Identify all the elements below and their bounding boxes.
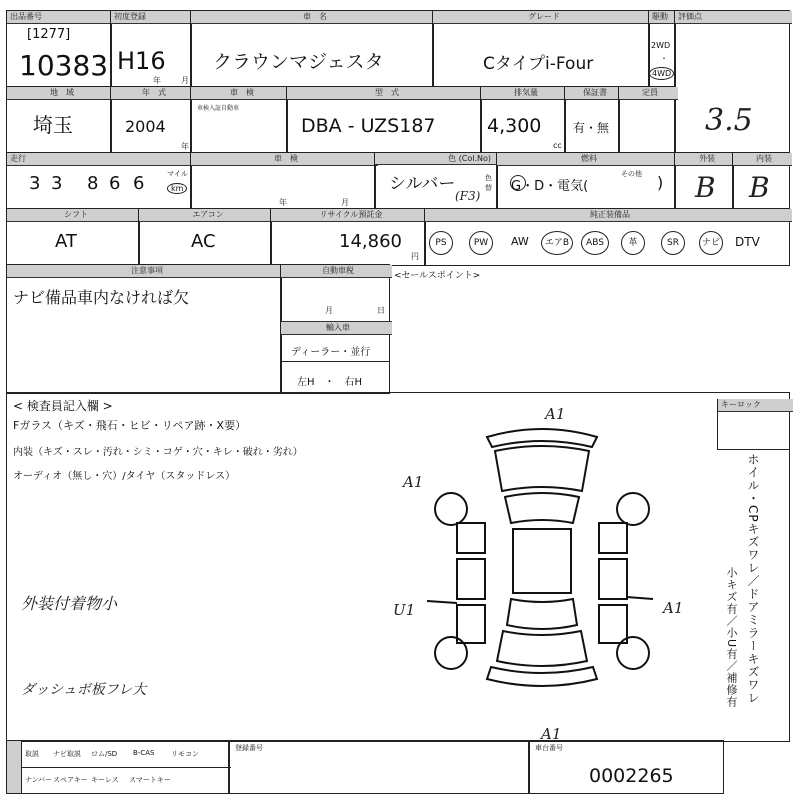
diagram-front-bumper	[487, 429, 597, 447]
region-header: 地 域	[7, 87, 114, 100]
equip-aw: AW	[511, 235, 529, 248]
drive-dot: ・	[660, 54, 668, 63]
rating-cell	[674, 10, 790, 154]
diagram-wheel-rl	[435, 637, 467, 669]
diagram-left-front-fender	[457, 523, 485, 553]
tax-month: 月	[325, 306, 333, 315]
equip-pw: PW	[469, 231, 493, 255]
diagram-mark-left: A1	[403, 473, 424, 491]
month-unit: 月	[181, 76, 189, 85]
diagram-right-rear-door	[599, 605, 627, 643]
diagram-rear-window	[507, 599, 577, 629]
diagram-right-front-fender	[599, 523, 627, 553]
inspector-cell	[6, 392, 790, 742]
hand-note-2: ダッシュボ板フレ大	[21, 682, 147, 698]
inspector-header: < 検査員記入欄 >	[13, 399, 113, 413]
tax-cell	[280, 264, 390, 394]
mileage-header: 走行	[7, 153, 194, 166]
warranty-cell	[564, 86, 620, 154]
capacity-cell	[618, 86, 676, 154]
exterior-header: 外装	[675, 153, 736, 166]
mileage-d2: 8	[87, 173, 99, 194]
grade-cell	[432, 10, 650, 88]
displacement-cell	[480, 86, 566, 154]
model-header: 型 式	[287, 87, 484, 100]
diagram-windshield	[505, 493, 579, 523]
color-header: 色 (Col.No)	[375, 153, 497, 165]
fuel-close: )	[657, 173, 664, 192]
year-code: H16	[117, 47, 166, 75]
diagram-right-front-door	[599, 559, 627, 599]
shift-cell	[6, 208, 140, 266]
color-change: 色替	[485, 174, 492, 192]
region: 埼玉	[33, 113, 73, 137]
diagram-left-front-door	[457, 559, 485, 599]
score-handwritten: 3.5	[705, 103, 753, 138]
equip-sr: SR	[661, 231, 685, 255]
mileage-d3: 6	[109, 173, 121, 194]
diagram-hood	[495, 446, 589, 491]
drive-2wd: 2WD	[651, 41, 671, 50]
tax-header: 自動車税	[281, 265, 392, 278]
equip-abs: ABS	[581, 231, 609, 255]
lot-box: [1277]	[27, 27, 71, 42]
equip-leather: 革	[621, 231, 645, 255]
car-name-header: 車 名	[191, 11, 436, 24]
diagram-wheel-fr	[617, 493, 649, 525]
capacity-header: 定員	[619, 87, 678, 100]
notes-header: 注意事項	[7, 265, 284, 278]
shaken-header: 車 検	[191, 87, 290, 100]
mileage-d1: 3	[51, 173, 63, 194]
region-cell	[6, 86, 112, 154]
lot-number: 10383	[19, 49, 109, 82]
drive-4wd: 4WD	[649, 67, 674, 80]
equipment-cell	[424, 208, 790, 266]
diagram-trunk	[497, 631, 587, 666]
side-vertical-text: ホイル・CPキズワレ／ドアミラーキズワレ	[746, 453, 760, 705]
exterior-cell	[674, 152, 734, 210]
color-cell	[374, 152, 498, 210]
lot-cell	[6, 10, 112, 88]
warranty: 有・無	[573, 121, 610, 135]
mileage-unit-mile: マイル	[167, 170, 188, 178]
interior-grade: B	[749, 171, 770, 204]
equipment-header: 純正装備品	[425, 209, 792, 222]
tax-divider	[281, 361, 389, 362]
shift-header: 車 検	[191, 153, 378, 166]
diagram-mark-right-mid: A1	[663, 599, 684, 617]
ac-header: エアコン	[139, 209, 274, 222]
displacement-header: 排気量	[481, 87, 568, 100]
car-diagram	[427, 413, 657, 713]
diagram-mark-bottom: A1	[541, 725, 562, 743]
reg-no-cell	[228, 740, 530, 794]
bottom-cell-rom: ロム/SD	[91, 750, 118, 758]
diagram-mark-line-right	[627, 597, 653, 599]
side-vertical-text-2: 小キズ有／小U有／補修有	[725, 567, 738, 709]
chassis-number: 0002265	[589, 765, 674, 787]
shaken-month: 月	[341, 198, 349, 207]
bottom-side-band	[7, 741, 22, 793]
car-name-cell	[190, 10, 434, 88]
ac-cell	[138, 208, 272, 266]
inspector-line-1: Fガラス（キズ・飛石・ヒビ・リペア跡・X要）	[13, 419, 247, 432]
color-name: シルバー	[389, 174, 456, 194]
diagram-roof	[513, 529, 571, 593]
equip-navi: ナビ	[699, 231, 723, 255]
bottom-cell-plate: ナンバー	[25, 776, 53, 784]
bottom-cell-navi-manual: ナビ取説	[53, 750, 81, 758]
keylock-box	[717, 399, 790, 450]
equip-ps: PS	[429, 231, 453, 255]
displacement-unit: cc	[553, 141, 562, 150]
shift-label: シフト	[7, 209, 142, 222]
inspector-line-3: オーディオ（無し・穴）/タイヤ（スタッドレス）	[13, 471, 236, 482]
diagram-wheel-rr	[617, 637, 649, 669]
drive-header: 駆動	[649, 11, 678, 24]
drive-cell	[648, 10, 676, 88]
model-cell	[286, 86, 482, 154]
chassis-cell	[528, 740, 724, 794]
notes-text: ナビ備品車内なければ欠	[13, 288, 190, 307]
bottom-grid-line	[21, 767, 231, 768]
ac: AC	[191, 231, 216, 252]
mileage-d4: 6	[133, 173, 145, 194]
model-year: 2004	[125, 117, 166, 136]
diagram-mark-left-mid: U1	[393, 601, 416, 619]
keylock-header: キーロック	[718, 399, 793, 412]
bottom-checklist	[6, 740, 230, 794]
shaken-date-cell	[190, 152, 376, 210]
lot-header: 出品番号	[7, 11, 114, 24]
grade: Cタイプi-Four	[483, 54, 594, 74]
bottom-cell-keyless: キーレス	[91, 776, 119, 784]
interior-header: 内装	[733, 153, 792, 166]
diagram-left-rear-door	[457, 605, 485, 643]
warranty-header: 保証書	[565, 87, 622, 100]
shaken-cell	[190, 86, 288, 154]
recycle-cell	[270, 208, 426, 266]
diagram-rear-bumper	[487, 667, 597, 686]
interior-cell	[732, 152, 790, 210]
handle: 左H ・ 右H	[297, 377, 363, 388]
fuel: G・D・電気(	[511, 179, 589, 194]
year-unit: 年	[153, 76, 161, 85]
bottom-cell-manual: 取説	[25, 750, 39, 758]
shaken-nen: 年	[279, 198, 287, 207]
tax-day: 日	[377, 306, 385, 315]
bottom-cell-remote: リモコン	[171, 750, 199, 758]
fuel-header: 燃料	[497, 153, 678, 166]
reg-no-label: 登録番号	[235, 744, 263, 752]
mileage-d0: 3	[29, 173, 41, 194]
model-year-cell	[110, 86, 192, 154]
chassis-label: 車台番号	[535, 744, 563, 752]
displacement: 4,300	[487, 115, 542, 137]
import-header: 輸入車	[281, 321, 392, 335]
fuel-g-circle	[510, 175, 526, 191]
equip-airbag: エアB	[541, 231, 573, 255]
inspector-line-2: 内装（キズ・スレ・汚れ・シミ・コゲ・穴・キレ・破れ・劣れ）	[13, 447, 303, 458]
sales-point-label: <セールスポイント>	[394, 271, 481, 281]
model-year-unit: 年	[181, 142, 189, 151]
model-year-header: 年 式	[111, 87, 194, 100]
diagram-mark-line-left	[427, 601, 457, 603]
recycle-unit: 円	[411, 252, 419, 261]
exterior-grade: B	[695, 171, 716, 204]
bottom-cell-bcas: B-CAS	[133, 749, 155, 757]
hand-note-1: 外装付着物小	[21, 594, 118, 613]
rating-header: 評価点	[675, 11, 792, 24]
recycle-amount: 14,860	[339, 231, 402, 252]
grade-header: グレード	[433, 11, 652, 24]
diagram-mark-top: A1	[545, 405, 566, 423]
mileage-cell	[6, 152, 192, 210]
model-code: DBA - UZS187	[301, 115, 436, 137]
notes-cell	[6, 264, 282, 394]
shift: AT	[55, 231, 77, 252]
bottom-cell-spare-key: スペアキー	[53, 776, 88, 784]
shaken-sub: 車検入証自動車	[197, 105, 240, 112]
bottom-cell-smart-key: スマートキー	[129, 776, 171, 784]
fuel-cell	[496, 152, 676, 210]
first-reg-cell	[110, 10, 192, 88]
recycle-header: リサイクル預託金	[271, 209, 428, 222]
first-reg-header: 初度登録	[111, 11, 194, 24]
fuel-other: その他	[621, 170, 642, 178]
auction-sheet	[6, 10, 790, 794]
import-type: ディーラー・並行	[291, 347, 371, 358]
diagram-wheel-fl	[435, 493, 467, 525]
color-code: (F3)	[455, 189, 481, 203]
mileage-unit-km: km	[167, 183, 187, 194]
equip-dtv: DTV	[735, 235, 760, 249]
car-name: クラウンマジェスタ	[213, 51, 384, 73]
